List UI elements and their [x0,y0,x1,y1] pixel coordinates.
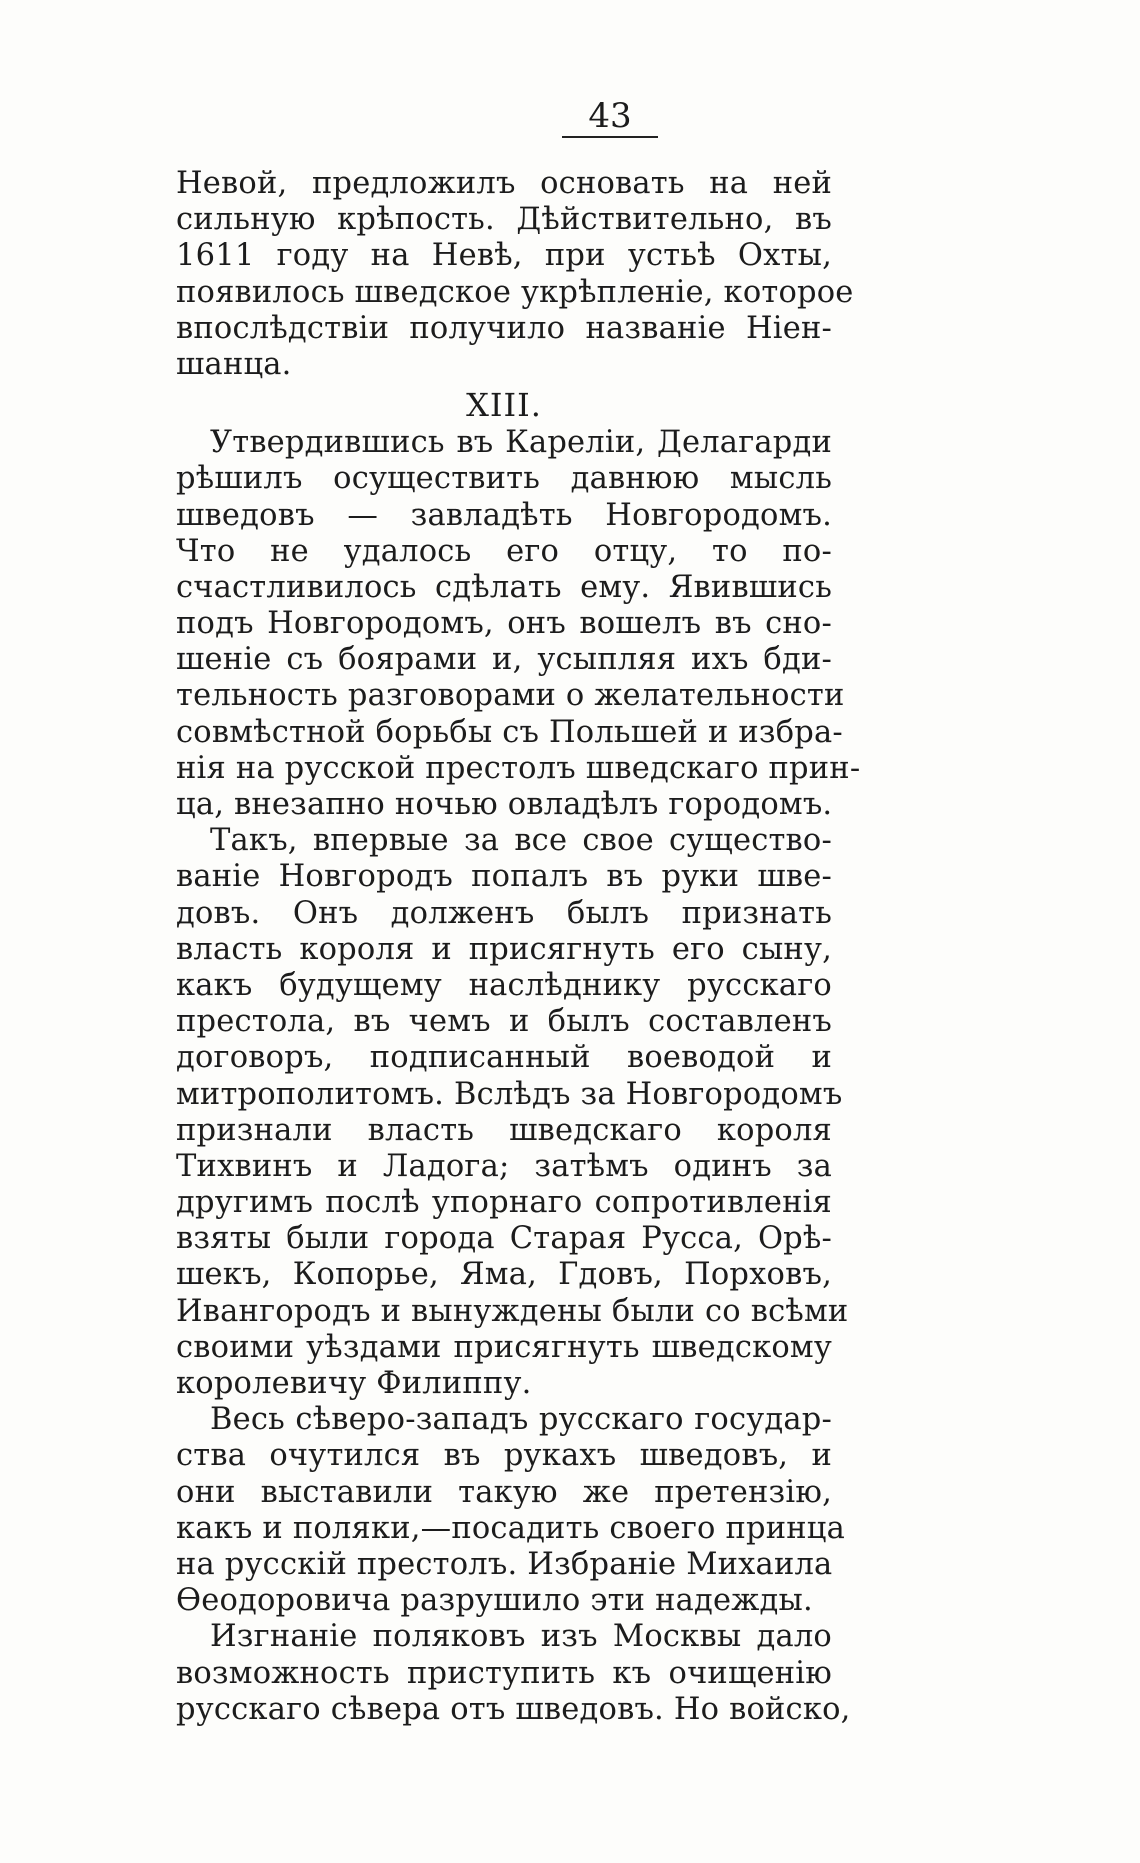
text-line: Ивангородъ и вынуждены были со всѣми [176,1293,849,1329]
text-line: впослѣдствіи получило названіе Ніен- [176,310,832,346]
text-line: Ѳеодоровича разрушило эти надежды. [176,1583,813,1619]
text-line: ства очутился въ рукахъ шведовъ, и [176,1438,832,1474]
text-line: шанца. [176,346,292,382]
text-line: шекъ, Копорье, Яма, Гдовъ, Порховъ, [176,1257,832,1293]
text-line: тельность разговорами о желательности [176,678,845,714]
text-line: взяты были города Старая Русса, Орѣ- [176,1221,832,1257]
text-line: шведовъ — завладѣть Новгородомъ. [176,497,832,533]
text-line: довъ. Онъ долженъ былъ признать [176,895,832,931]
text-line: 1611 году на Невѣ, при устьѣ Охты, [176,238,832,274]
text-line: Утвердившись въ Кареліи, Делагарди [210,425,832,461]
text-line: своими уѣздами присягнуть шведскому [176,1329,832,1365]
text-line: шеніе съ боярами и, усыпляя ихъ бди- [176,642,832,678]
text-line: королевичу Филиппу. [176,1366,532,1401]
text-line: рѣшилъ осуществить давнюю мысль [176,461,832,497]
text-line: Изгнаніе поляковъ изъ Москвы дало [210,1619,832,1655]
text-line: Что не удалось его отцу, то по- [176,533,832,569]
text-line: договоръ, подписанный воеводой и [176,1040,832,1076]
text-line: ца, внезапно ночью овладѣлъ городомъ. [176,787,833,822]
text-line: подъ Новгородомъ, онъ вошелъ въ сно- [176,606,832,642]
text-line: власть короля и присягнуть его сыну, [176,931,832,967]
text-line: Невой, предложилъ основать на ней [176,166,832,201]
text-line: митрополитомъ. Вслѣдъ за Новгородомъ [176,1076,843,1112]
text-line: возможность приступить къ очищенію [176,1655,832,1691]
page-number: 43 [562,96,657,138]
text-line: счастливилось сдѣлать ему. Явившись [176,569,832,605]
page-number-area [0,96,1140,138]
text-line: сильную крѣпость. Дѣйствительно, въ [176,202,832,238]
text-line: русскаго сѣвера отъ шведовъ. Но войско, [176,1691,851,1727]
text-line: на русскій престолъ. Избраніе Михаила [176,1546,833,1582]
text-line: ваніе Новгородъ попалъ въ руки шве- [176,859,832,895]
text-line: престола, въ чемъ и былъ составленъ [176,1004,832,1040]
text-line: какъ и поляки,—посадить своего принца [176,1510,845,1546]
text-line: нія на русской престолъ шведскаго прин- [176,750,861,786]
text-line: совмѣстной борьбы съ Польшей и избра- [176,714,843,750]
text-line: признали власть шведскаго короля [176,1112,832,1148]
text-line: Тихвинъ и Ладога; затѣмъ одинъ за [176,1148,832,1184]
text-line: Такъ, впервые за все свое существо- [210,823,832,859]
text-line: появилось шведское укрѣпленіе, которое [176,274,854,310]
text-line: другимъ послѣ упорнаго сопротивленія [176,1185,832,1221]
text-line: Весь сѣверо-западъ русскаго государ- [210,1402,832,1438]
body-text [176,166,861,1728]
text-line: они выставили такую же претензію, [176,1474,832,1510]
section-heading: XIII. [466,386,542,425]
text-line: какъ будущему наслѣднику русскаго [176,967,832,1003]
